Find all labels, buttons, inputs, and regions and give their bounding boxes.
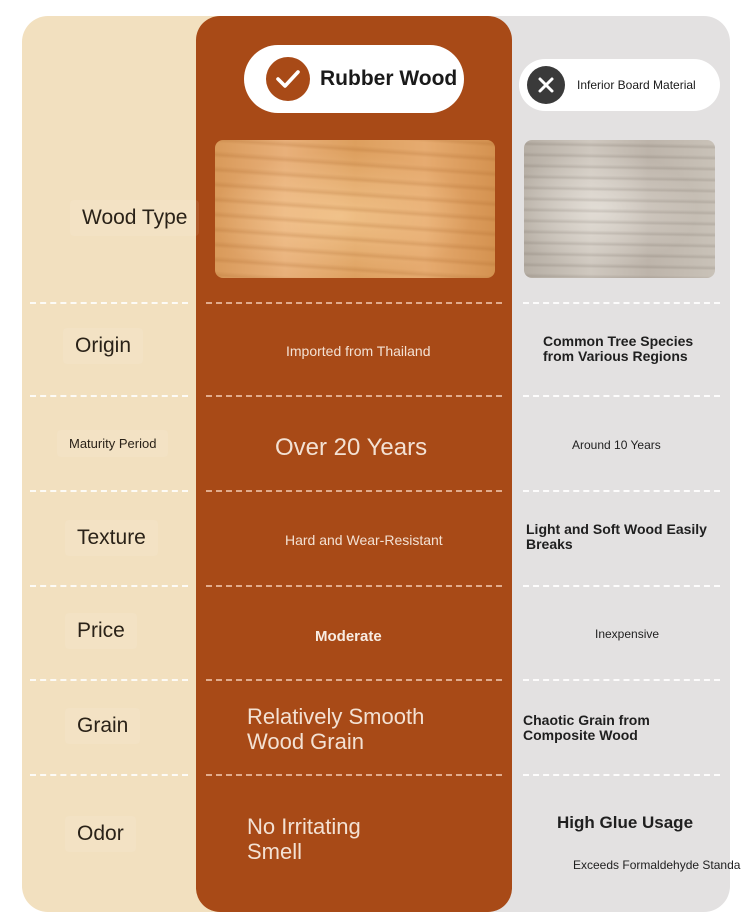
row-divider bbox=[206, 395, 502, 397]
row-divider bbox=[30, 679, 188, 681]
rubber-wood-title: Rubber Wood bbox=[320, 67, 458, 90]
rubber-wood-header bbox=[244, 45, 464, 113]
x-icon bbox=[527, 66, 565, 104]
grain-label: Grain bbox=[65, 708, 140, 744]
row-divider bbox=[30, 774, 188, 776]
inferior-origin-value: Common Tree Species from Various Regions bbox=[543, 333, 694, 364]
row-divider bbox=[206, 302, 502, 304]
row-divider bbox=[206, 679, 502, 681]
texture-label: Texture bbox=[65, 520, 158, 556]
inferior-maturity-value: Around 10 Years bbox=[572, 438, 661, 452]
row-divider bbox=[30, 395, 188, 397]
row-divider bbox=[523, 490, 720, 492]
origin-label: Origin bbox=[63, 328, 143, 364]
row-divider bbox=[523, 302, 720, 304]
rubber-maturity-value: Over 20 Years bbox=[275, 434, 428, 461]
rubber-wood-sample-image bbox=[215, 140, 495, 278]
inferior-price-value: Inexpensive bbox=[595, 627, 660, 641]
inferior-board-header bbox=[519, 59, 720, 111]
row-divider bbox=[523, 679, 720, 681]
row-divider bbox=[523, 395, 720, 397]
rubber-odor-value: No Irritating Smell bbox=[247, 814, 361, 864]
row-divider bbox=[206, 774, 502, 776]
rubber-texture-value: Hard and Wear-Resistant bbox=[285, 532, 443, 548]
maturity-period-label: Maturity Period bbox=[57, 430, 168, 457]
row-divider bbox=[206, 585, 502, 587]
rubber-price-value: Moderate bbox=[315, 628, 382, 645]
row-divider bbox=[30, 490, 188, 492]
inferior-board-title: Inferior Board Material bbox=[577, 78, 696, 92]
row-divider bbox=[523, 774, 720, 776]
row-divider bbox=[30, 302, 188, 304]
inferior-grain-value: Chaotic Grain from Composite Wood bbox=[523, 712, 650, 743]
row-divider bbox=[30, 585, 188, 587]
inferior-board-sample-image bbox=[524, 140, 715, 278]
wood-type-label: Wood Type bbox=[70, 200, 199, 236]
check-icon bbox=[266, 57, 310, 101]
inferior-odor-value-1: High Glue Usage bbox=[557, 813, 694, 832]
row-divider bbox=[523, 585, 720, 587]
inferior-odor-value-2: Exceeds Formaldehyde Standa bbox=[573, 858, 741, 872]
odor-label: Odor bbox=[65, 816, 136, 852]
row-divider bbox=[206, 490, 502, 492]
price-label: Price bbox=[65, 613, 137, 649]
rubber-origin-value: Imported from Thailand bbox=[286, 343, 431, 359]
inferior-texture-value: Light and Soft Wood Easily Breaks bbox=[526, 521, 707, 552]
rubber-grain-value: Relatively Smooth Wood Grain bbox=[247, 704, 425, 754]
